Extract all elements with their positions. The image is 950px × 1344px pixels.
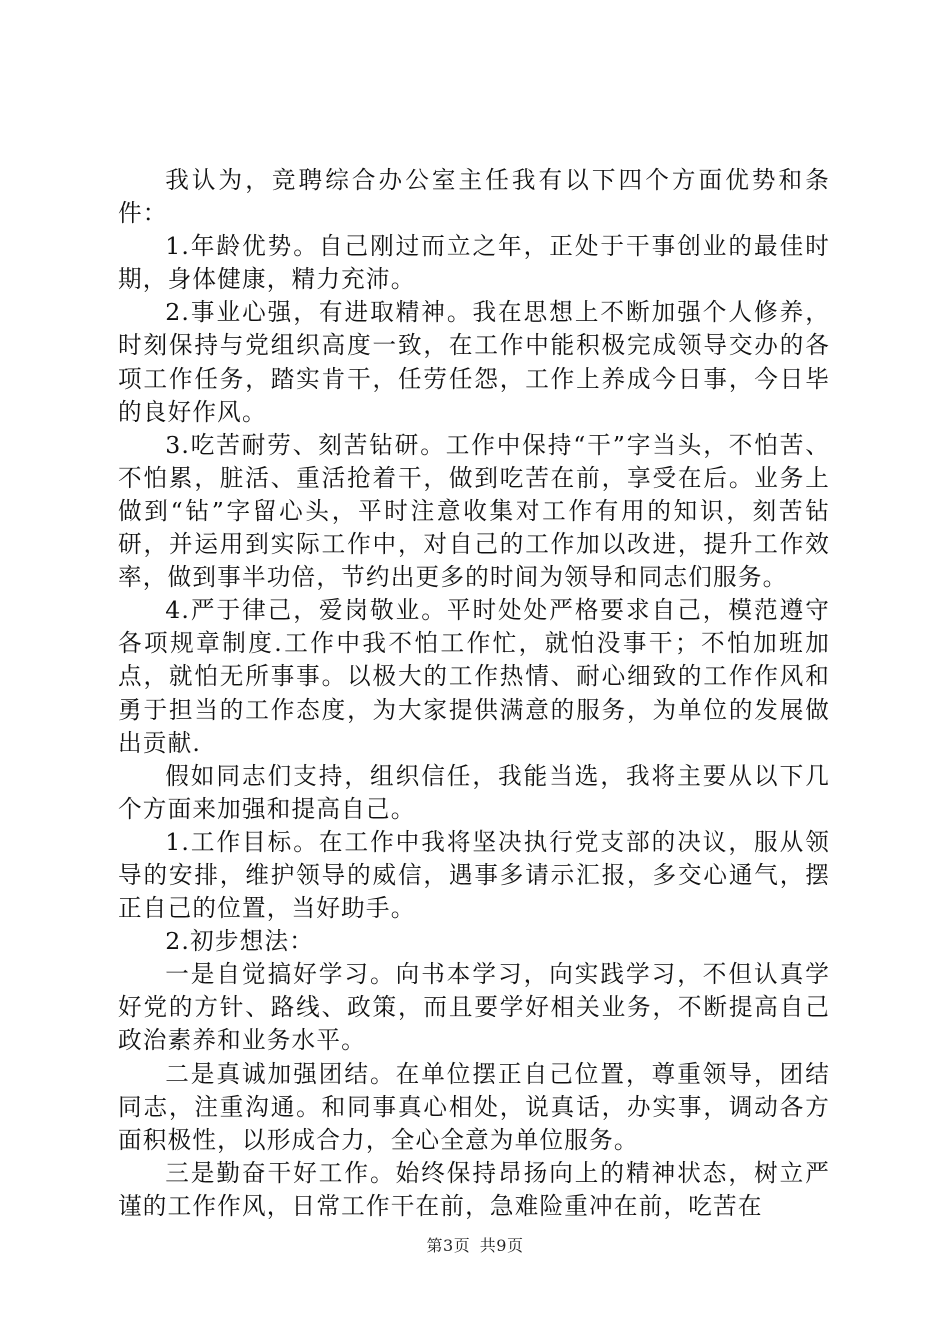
paragraph-work-goal: 1.工作目标。在工作中我将坚决执行党支部的决议，服从领导的安排，维护领导的威信，遇事多请示汇报，多交心通气，摆正自己的位置，当好助手。 xyxy=(118,827,830,923)
document-body xyxy=(118,164,830,1223)
paragraph-unity: 二是真诚加强团结。在单位摆正自己位置，尊重领导，团结同志，注重沟通。和同事真心相处，说真话，办实事，调动各方面积极性，以形成合力，全心全意为单位服务。 xyxy=(118,1059,830,1154)
page-total: 共9页 xyxy=(479,1236,524,1255)
paragraph-self-discipline: 4.严于律己，爱岗敬业。平时处处严格要求自己，模范遵守各项规章制度.工作中我不怕工作忙，就怕没事干；不怕加班加点，就怕无所事事。以极大的工作热情、耐心细致的工作作风和勇于担当的工作态度，为大家提供满意的服务，为单位的发展做出贡献. xyxy=(118,596,830,757)
paragraph-intro: 我认为，竞聘综合办公室主任我有以下四个方面优势和条件： xyxy=(118,166,830,228)
paragraph-initial-ideas: 2.初步想法： xyxy=(165,927,315,956)
paragraph-diligence: 3.吃苦耐劳、刻苦钻研。工作中保持“干”字当头，不怕苦、不怕累，脏活、重活抢着干，做到吃苦在前，享受在后。业务上做到“钻”字留心头，平时注意收集对工作有用的知识，刻苦钻研，并运用到实际工作中，对自己的工作加以改进，提升工作效率，做到事半功倍，节约出更多的时间为领导和同志们服务。 xyxy=(118,430,830,592)
page-number: 第3页 xyxy=(426,1236,471,1255)
page-footer xyxy=(0,1236,950,1256)
paragraph-hard-work: 三是勤奋干好工作。始终保持昂扬向上的精神状态，树立严谨的工作作风，日常工作干在前，急难险重冲在前，吃苦在 xyxy=(118,1158,830,1220)
paragraph-if-elected: 假如同志们支持，组织信任，我能当选，我将主要从以下几个方面来加强和提高自己。 xyxy=(118,761,830,823)
paragraph-ambition: 2.事业心强，有进取精神。我在思想上不断加强个人修养，时刻保持与党组织高度一致，在工作中能积极完成领导交办的各项工作任务，踏实肯干，任劳任怨，工作上养成今日事，今日毕的良好作风。 xyxy=(118,298,830,426)
paragraph-age-advantage: 1.年龄优势。自己刚过而立之年，正处于干事创业的最佳时期，身体健康，精力充沛。 xyxy=(118,232,830,294)
paragraph-study: 一是自觉搞好学习。向书本学习，向实践学习，不但认真学好党的方针、路线、政策，而且要学好相关业务，不断提高自己政治素养和业务水平。 xyxy=(118,960,830,1055)
